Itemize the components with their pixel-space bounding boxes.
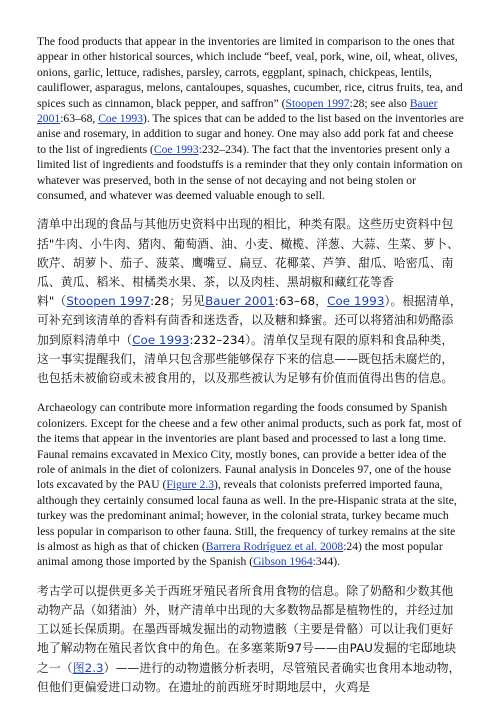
citation-link-coe-1993[interactable]: Coe 1993 bbox=[132, 332, 190, 347]
citation-link-gibson-1964[interactable]: Gibson 1964 bbox=[253, 555, 313, 569]
paragraph-chinese-2 bbox=[37, 582, 464, 697]
citation-link-stoopen-1997[interactable]: Stoopen 1997 bbox=[285, 96, 350, 110]
text-run: :344). bbox=[312, 555, 341, 569]
text-run: :28; see also bbox=[349, 96, 410, 110]
text-run: :63–68， bbox=[274, 294, 328, 309]
text-run: 考古学可以提供更多关于西班牙殖民者所食用食物的信息。除了奶酪和少数其他动物产品（如猪油）外，财产清单中出现的大多数物品都是植物性的，并经过加工以延长保质期。在墨西哥城发掘出的动物遗骸（主要是骨骼）可以让我们更好地了解动物在殖民者饮食中的角色。在多塞莱斯97号——由PAU发掘的宅邸地块之一（ bbox=[37, 583, 457, 675]
text-run: :232–234). The fact that the inventories present only a limited list of ingredients and foodstuffs is a reminder that they only contain information on whatever was preserved, both in the sense of not decaying and not being stolen or consumed, and whatever was deemed valuable enough to sell. bbox=[37, 142, 463, 203]
citation-link-bauer-2001[interactable]: Bauer 2001 bbox=[37, 96, 438, 126]
text-run: ）——进行的动物遗骸分析表明，尽管殖民者确实也食用本地动物，但他们更偏爱进口动物。在遗址的前西班牙时期地层中，火鸡是 bbox=[37, 660, 461, 694]
paragraph-english-1 bbox=[37, 34, 464, 203]
text-run: ). The spices that can be added to the list based on the inventories are anise and rosemary, in addition to sugar and honey. One may also add pork fat and cheese to the list of ingredients ( bbox=[37, 112, 464, 156]
figure-link-2-3[interactable]: Figure 2.3 bbox=[166, 478, 215, 492]
citation-link-stoopen-1997[interactable]: Stoopen 1997 bbox=[66, 294, 151, 309]
text-run: ）。根据清单，可补充到该清单的香料有茴香和迷迭香，以及糖和蜂蜜。还可以将猪油和奶酪添加到原料清单中（ bbox=[37, 294, 462, 347]
text-run: :232–234）。清单仅呈现有限的原料和食品种类，这一事实提醒我们，清单只包含那些能够保存下来的信息——既包括未腐烂的，也包括未被偷窃或未被食用的，以及那些被认为足够有价值而值得出售的信息。 bbox=[37, 332, 454, 386]
paragraph-english-2 bbox=[37, 400, 464, 569]
text-run: The food products that appear in the inventories are limited in comparison to the ones that appear in other historical sources, which include “beef, veal, pork, wine, oil, wheat, olives, onions, garlic, lettuce, radishes, parsley, carrots, eggplant, spinach, chickpeas, lentils, cauliflower, asparagus, melons, cantaloupes, squashes, cucumber, rice, citrus fruits, tea, and spices such as cinnamon, black pepper, and saffron” ( bbox=[37, 35, 463, 110]
text-run: :24) the most popular animal among those imported by the Spanish ( bbox=[37, 539, 443, 569]
citation-link-coe-1993[interactable]: Coe 1993 bbox=[153, 142, 199, 156]
text-run: ), reveals that colonists preferred imported fauna, although they certainly consumed local fauna as well. In the pre-Hispanic strata at the site, turkey was the predominant animal; however, in the colonial strata, turkey became much less popular in comparison to other fauna. Still, the frequency of turkey remains at the site is almost as high as that of chicken ( bbox=[37, 478, 457, 553]
text-run: 清单中出现的食品与其他历史资料中出现的相比，种类有限。这些历史资料中包括"牛肉、小牛肉、猪肉、葡萄酒、油、小麦、橄榄、洋葱、大蒜、生菜、萝卜、欧芹、胡萝卜、茄子、菠菜、鹰嘴豆、扁豆、花椰菜、芦笋、甜瓜、哈密瓜、南瓜、黄瓜、稻米、柑橘类水果、茶，以及肉桂、黑胡椒和藏红花等香料"（ bbox=[37, 217, 459, 309]
citation-link-bauer-2001[interactable]: Bauer 2001 bbox=[205, 294, 275, 309]
document-page bbox=[37, 34, 464, 697]
text-run: :63–68, bbox=[60, 112, 99, 126]
citation-link-coe-1993[interactable]: Coe 1993 bbox=[327, 294, 385, 309]
citation-link-barrera-rodriguez-2008[interactable]: Barrera Rodríguez et al. 2008 bbox=[205, 539, 344, 553]
paragraph-chinese-1 bbox=[37, 215, 464, 388]
text-run: :28；另见 bbox=[150, 294, 206, 309]
figure-link-2-3[interactable]: 图2.3 bbox=[72, 660, 104, 675]
text-run: Archaeology can contribute more information regarding the foods consumed by Spanish colonizers. Except for the cheese and a few other animal products, such as pork fat, most of the items that appear in the inventories are plant based and processed to last a long time. Faunal remains excavated in Mexico City, mostly bones, can provide a better idea of the role of animals in the diet of colonizers. Faunal analysis in Donceles 97, one of the house lots excavated by the PAU ( bbox=[37, 401, 462, 492]
citation-link-coe-1993[interactable]: Coe 1993 bbox=[98, 112, 143, 126]
